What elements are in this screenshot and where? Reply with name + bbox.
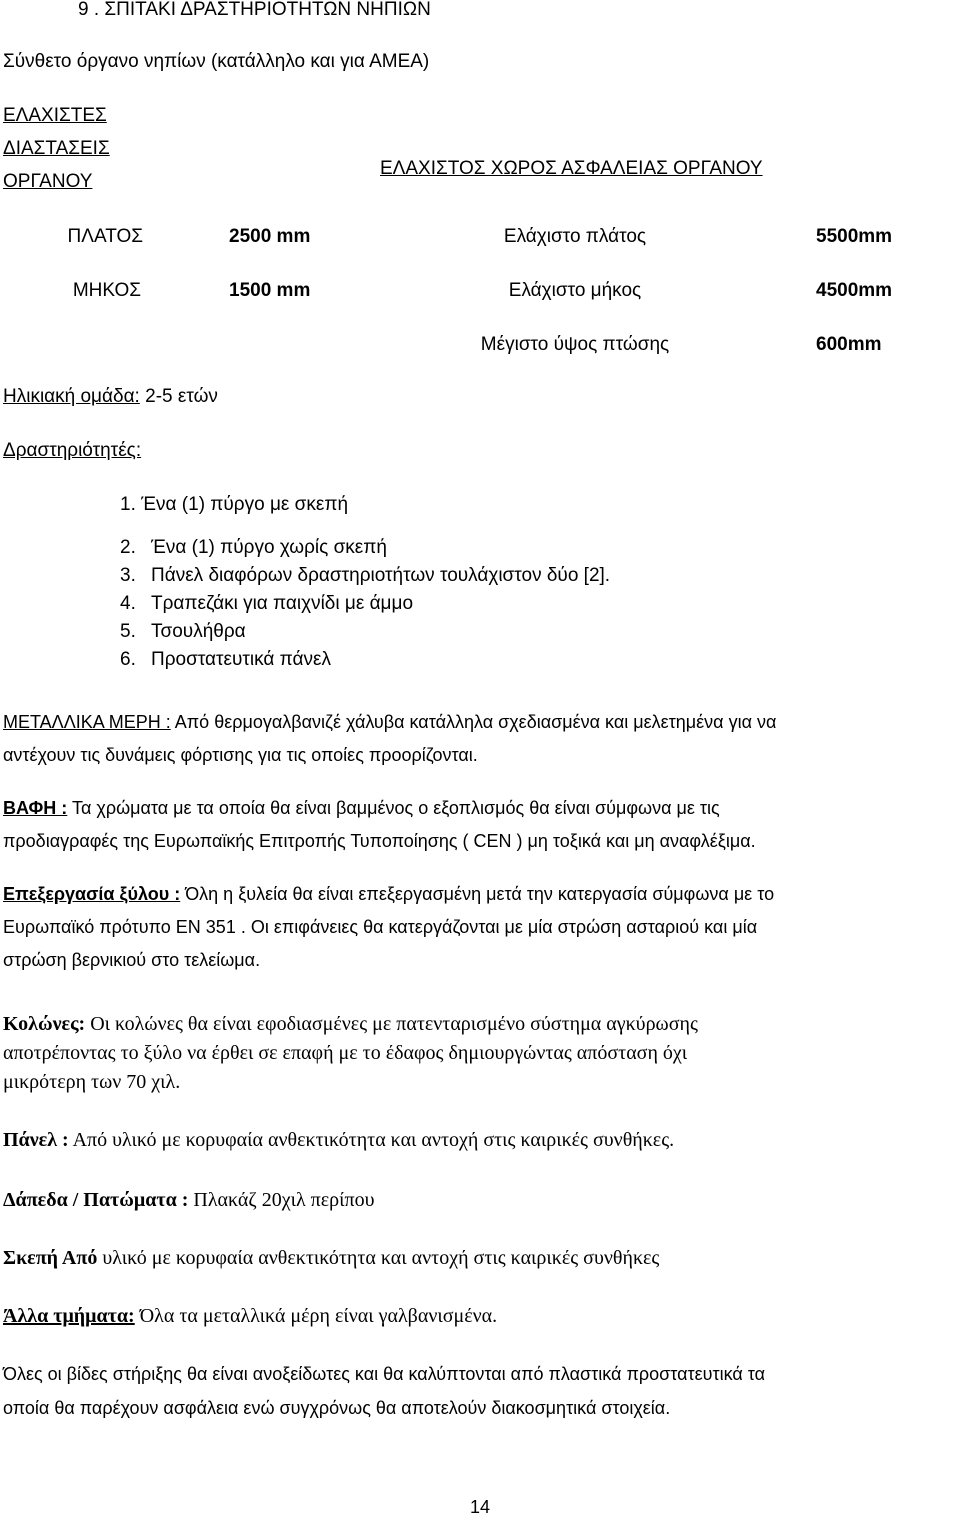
paint-line1: ΒΑΦΗ : Τα χρώματα με τα οποία θα είναι βαμμένος ο εξοπλισμός θα είναι σύμφωνα με τις — [3, 798, 720, 818]
columns-label: Κολώνες: — [3, 1013, 86, 1035]
other-parts-label: Άλλα τμήματα: — [3, 1305, 135, 1327]
wood-label: Επεξεργασία ξύλου : — [3, 884, 181, 904]
safety-value-fall-height: 600mm — [816, 334, 882, 355]
columns-line1: Κολώνες: Οι κολώνες θα είναι εφοδιασμένες με πατενταρισμένο σύστημα αγκύρωσης — [3, 1013, 698, 1035]
panel-line: Πάνελ : Από υλικό με κορυφαία ανθεκτικότητα και αντοχή στις καιρικές συνθήκες. — [3, 1129, 675, 1151]
paint-label: ΒΑΦΗ : — [3, 798, 68, 818]
list-item: 1. Ένα (1) πύργο με σκεπή — [120, 494, 349, 515]
list-item: 3. Πάνελ διαφόρων δραστηριοτήτων τουλάχιστον δύο [2]. — [120, 565, 611, 586]
columns-line2: αποτρέποντας το ξύλο να έρθει σε επαφή με το έδαφος δημιουργώντας απόσταση όχι — [3, 1042, 688, 1064]
age-group-value: 2-5 ετών — [139, 386, 218, 407]
dim-value-width: 2500 mm — [229, 226, 311, 247]
page-number: 14 — [469, 1497, 491, 1517]
safety-label-fall-height: Μέγιστο ύψος πτώσης — [480, 334, 670, 355]
screws-line1: Όλες οι βίδες στήριξης θα είναι ανοξείδωτες και θα καλύπτονται από πλαστικά προστατευτικά τα — [3, 1364, 766, 1384]
floors-label: Δάπεδα / Πατώματα : — [3, 1189, 189, 1211]
panel-label: Πάνελ : — [3, 1129, 69, 1151]
age-group — [3, 385, 218, 409]
safety-value-width: 5500mm — [816, 226, 893, 247]
list-item: 2. Ένα (1) πύργο χωρίς σκεπή — [120, 537, 387, 558]
list-item: 5. Τσουλήθρα — [120, 621, 246, 642]
metal-parts-line1: ΜΕΤΑΛΛΙΚΑ ΜΕΡΗ : Από θερμογαλβανιζέ χάλυβα κατάλληλα σχεδιασμένα και μελετημένα για να — [3, 712, 777, 732]
wood-line1: Επεξεργασία ξύλου : Όλη η ξυλεία θα είναι επεξεργασμένη μετά την κατεργασία σύμφωνα με το — [3, 884, 775, 904]
safety-label-width: Ελάχιστο πλάτος — [503, 226, 647, 247]
roof-label: Σκεπή Από — [3, 1247, 98, 1269]
roof-line: Σκεπή Από υλικό με κορυφαία ανθεκτικότητα και αντοχή στις καιρικές συνθήκες — [3, 1247, 660, 1269]
min-dims-label-line3: ΟΡΓΑΝΟΥ — [3, 171, 93, 192]
other-parts-line: Άλλα τμήματα: Όλα τα μεταλλικά μέρη είναι γαλβανισμένα. — [3, 1305, 498, 1327]
activities-label: Δραστηριότητές: — [3, 440, 142, 461]
safety-value-length: 4500mm — [816, 280, 893, 301]
floors-line: Δάπεδα / Πατώματα : Πλακάζ 20χιλ περίπου — [3, 1189, 375, 1211]
metal-parts-label: ΜΕΤΑΛΛΙΚΑ ΜΕΡΗ : — [3, 712, 171, 732]
section-heading: 9 . ΣΠΙΤΑΚΙ ΔΡΑΣΤΗΡΙΟΤΗΤΩΝ ΝΗΠΙΩΝ — [78, 0, 431, 20]
section-subheading: Σύνθετο όργανο νηπίων (κατάλληλο και για ΑΜΕΑ) — [3, 51, 430, 72]
dim-value-length: 1500 mm — [229, 280, 311, 301]
metal-parts-line2: αντέχουν τις δυνάμεις φόρτισης για τις οποίες προορίζονται. — [3, 745, 478, 765]
min-dims-label-line2: ΔΙΑΣΤΑΣΕΙΣ — [3, 138, 110, 159]
paint-line2: προδιαγραφές της Ευρωπαϊκής Επιτροπής Τυποποίησης ( CEN ) μη τοξικά και μη αναφλέξιμα. — [3, 831, 756, 851]
age-group-label: Ηλικιακή ομάδα: — [3, 386, 140, 407]
list-item: 6. Προστατευτικά πάνελ — [120, 649, 331, 670]
safety-label-length: Ελάχιστο μήκος — [508, 280, 642, 301]
list-item: 4. Τραπεζάκι για παιχνίδι με άμμο — [120, 593, 414, 614]
dim-label-width: ΠΛΑΤΟΣ — [67, 226, 143, 247]
wood-line2: Ευρωπαϊκό πρότυπο EN 351 . Οι επιφάνειες θα κατεργάζονται με μία στρώση ασταριού και μία — [3, 917, 758, 937]
screws-line2: οποία θα παρέχουν ασφάλεια ενώ συγχρόνως θα αποτελούν διακοσμητικά στοιχεία. — [3, 1398, 671, 1418]
min-dims-label-line1: ΕΛΑΧΙΣΤΕΣ — [3, 105, 107, 126]
dim-label-length: ΜΗΚΟΣ — [72, 280, 141, 301]
wood-line3: στρώση βερνικιού στο τελείωμα. — [3, 950, 261, 970]
columns-line3: μικρότερη των 70 χιλ. — [3, 1071, 181, 1093]
safety-space-title: ΕΛΑΧΙΣΤΟΣ ΧΩΡΟΣ ΑΣΦΑΛΕΙΑΣ ΟΡΓΑΝΟΥ — [380, 158, 763, 179]
